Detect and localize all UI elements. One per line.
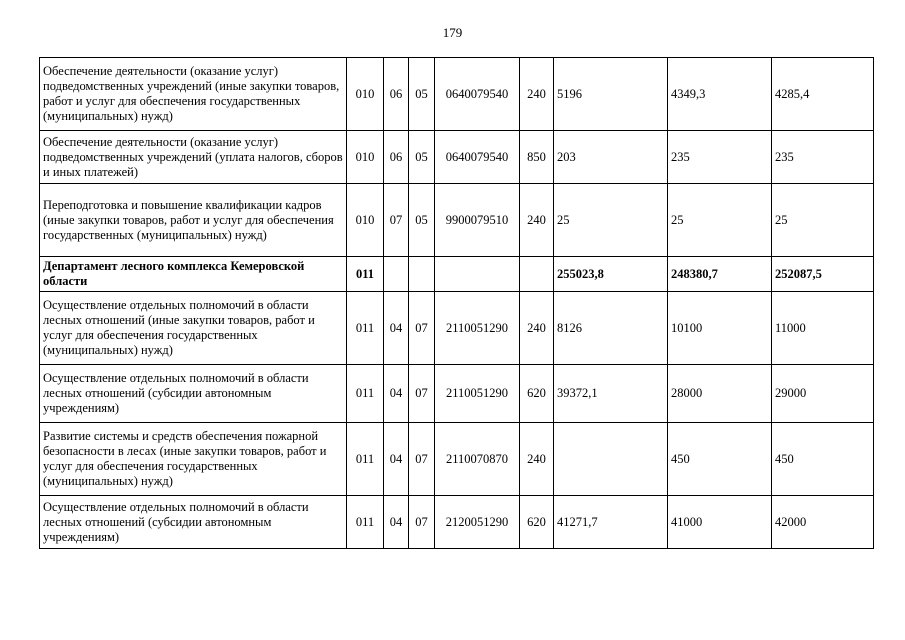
ministry-code-cell: 010 xyxy=(347,58,384,131)
amount-year2-cell: 10100 xyxy=(668,292,772,365)
target-article-cell: 2110051290 xyxy=(435,292,520,365)
amount-year3-cell: 29000 xyxy=(772,365,874,423)
amount-year2-cell: 25 xyxy=(668,184,772,257)
amount-year1-cell: 39372,1 xyxy=(554,365,668,423)
expense-type-cell: 620 xyxy=(520,496,554,549)
item-name-cell: Переподготовка и повышение квалификации кадров (иные закупки товаров, работ и услуг для обеспечения государственных (муниципальных) нужд) xyxy=(40,184,347,257)
amount-year1-cell: 41271,7 xyxy=(554,496,668,549)
section-code-cell: 04 xyxy=(384,365,409,423)
section-code-cell: 04 xyxy=(384,423,409,496)
item-name-cell: Обеспечение деятельности (оказание услуг) подведомственных учреждений (иные закупки товаров, работ и услуг для обеспечения государственных (муниципальных) нужд) xyxy=(40,58,347,131)
amount-year1-cell: 203 xyxy=(554,131,668,184)
subsection-code-cell: 07 xyxy=(409,292,435,365)
subsection-code-cell: 07 xyxy=(409,365,435,423)
table-row xyxy=(40,58,874,131)
table-row xyxy=(40,423,874,496)
amount-year1-cell: 255023,8 xyxy=(554,257,668,292)
target-article-cell: 0640079540 xyxy=(435,131,520,184)
amount-year2-cell: 450 xyxy=(668,423,772,496)
item-name-cell: Осуществление отдельных полномочий в области лесных отношений (иные закупки товаров, работ и услуг для обеспечения государственных (муниципальных) нужд) xyxy=(40,292,347,365)
table-row xyxy=(40,131,874,184)
table-body xyxy=(40,58,874,549)
ministry-code-cell: 011 xyxy=(347,365,384,423)
item-name-cell: Обеспечение деятельности (оказание услуг) подведомственных учреждений (уплата налогов, сборов и иных платежей) xyxy=(40,131,347,184)
budget-table xyxy=(39,57,874,549)
expense-type-cell: 240 xyxy=(520,58,554,131)
subsection-code-cell: 07 xyxy=(409,496,435,549)
target-article-cell xyxy=(435,257,520,292)
ministry-code-cell: 011 xyxy=(347,423,384,496)
expense-type-cell: 240 xyxy=(520,184,554,257)
item-name-cell: Департамент лесного комплекса Кемеровской области xyxy=(40,257,347,292)
section-code-cell xyxy=(384,257,409,292)
amount-year2-cell: 235 xyxy=(668,131,772,184)
page-number: 179 xyxy=(442,25,463,40)
table-row xyxy=(40,257,874,292)
amount-year3-cell: 11000 xyxy=(772,292,874,365)
target-article-cell: 9900079510 xyxy=(435,184,520,257)
amount-year3-cell: 252087,5 xyxy=(772,257,874,292)
amount-year2-cell: 41000 xyxy=(668,496,772,549)
expense-type-cell: 850 xyxy=(520,131,554,184)
item-name-cell: Развитие системы и средств обеспечения пожарной безопасности в лесах (иные закупки товаров, работ и услуг для обеспечения государственных (муниципальных) нужд) xyxy=(40,423,347,496)
ministry-code-cell: 010 xyxy=(347,131,384,184)
target-article-cell: 2110051290 xyxy=(435,365,520,423)
section-code-cell: 07 xyxy=(384,184,409,257)
amount-year3-cell: 235 xyxy=(772,131,874,184)
ministry-code-cell: 011 xyxy=(347,257,384,292)
ministry-code-cell: 010 xyxy=(347,184,384,257)
table-row xyxy=(40,184,874,257)
amount-year2-cell: 248380,7 xyxy=(668,257,772,292)
amount-year2-cell: 28000 xyxy=(668,365,772,423)
expense-type-cell: 240 xyxy=(520,423,554,496)
amount-year1-cell: 5196 xyxy=(554,58,668,131)
section-code-cell: 06 xyxy=(384,131,409,184)
amount-year1-cell: 8126 xyxy=(554,292,668,365)
subsection-code-cell: 07 xyxy=(409,423,435,496)
amount-year3-cell: 4285,4 xyxy=(772,58,874,131)
subsection-code-cell: 05 xyxy=(409,58,435,131)
ministry-code-cell: 011 xyxy=(347,292,384,365)
section-code-cell: 06 xyxy=(384,58,409,131)
target-article-cell: 2110070870 xyxy=(435,423,520,496)
table-row xyxy=(40,365,874,423)
subsection-code-cell: 05 xyxy=(409,131,435,184)
amount-year3-cell: 42000 xyxy=(772,496,874,549)
item-name-cell: Осуществление отдельных полномочий в области лесных отношений (субсидии автономным учреждениям) xyxy=(40,365,347,423)
expense-type-cell xyxy=(520,257,554,292)
amount-year1-cell xyxy=(554,423,668,496)
amount-year1-cell: 25 xyxy=(554,184,668,257)
section-code-cell: 04 xyxy=(384,292,409,365)
target-article-cell: 0640079540 xyxy=(435,58,520,131)
item-name-cell: Осуществление отдельных полномочий в области лесных отношений (субсидии автономным учреждениям) xyxy=(40,496,347,549)
amount-year2-cell: 4349,3 xyxy=(668,58,772,131)
subsection-code-cell: 05 xyxy=(409,184,435,257)
table-row xyxy=(40,292,874,365)
ministry-code-cell: 011 xyxy=(347,496,384,549)
amount-year3-cell: 25 xyxy=(772,184,874,257)
subsection-code-cell xyxy=(409,257,435,292)
expense-type-cell: 620 xyxy=(520,365,554,423)
table-row xyxy=(40,496,874,549)
expense-type-cell: 240 xyxy=(520,292,554,365)
section-code-cell: 04 xyxy=(384,496,409,549)
amount-year3-cell: 450 xyxy=(772,423,874,496)
target-article-cell: 2120051290 xyxy=(435,496,520,549)
